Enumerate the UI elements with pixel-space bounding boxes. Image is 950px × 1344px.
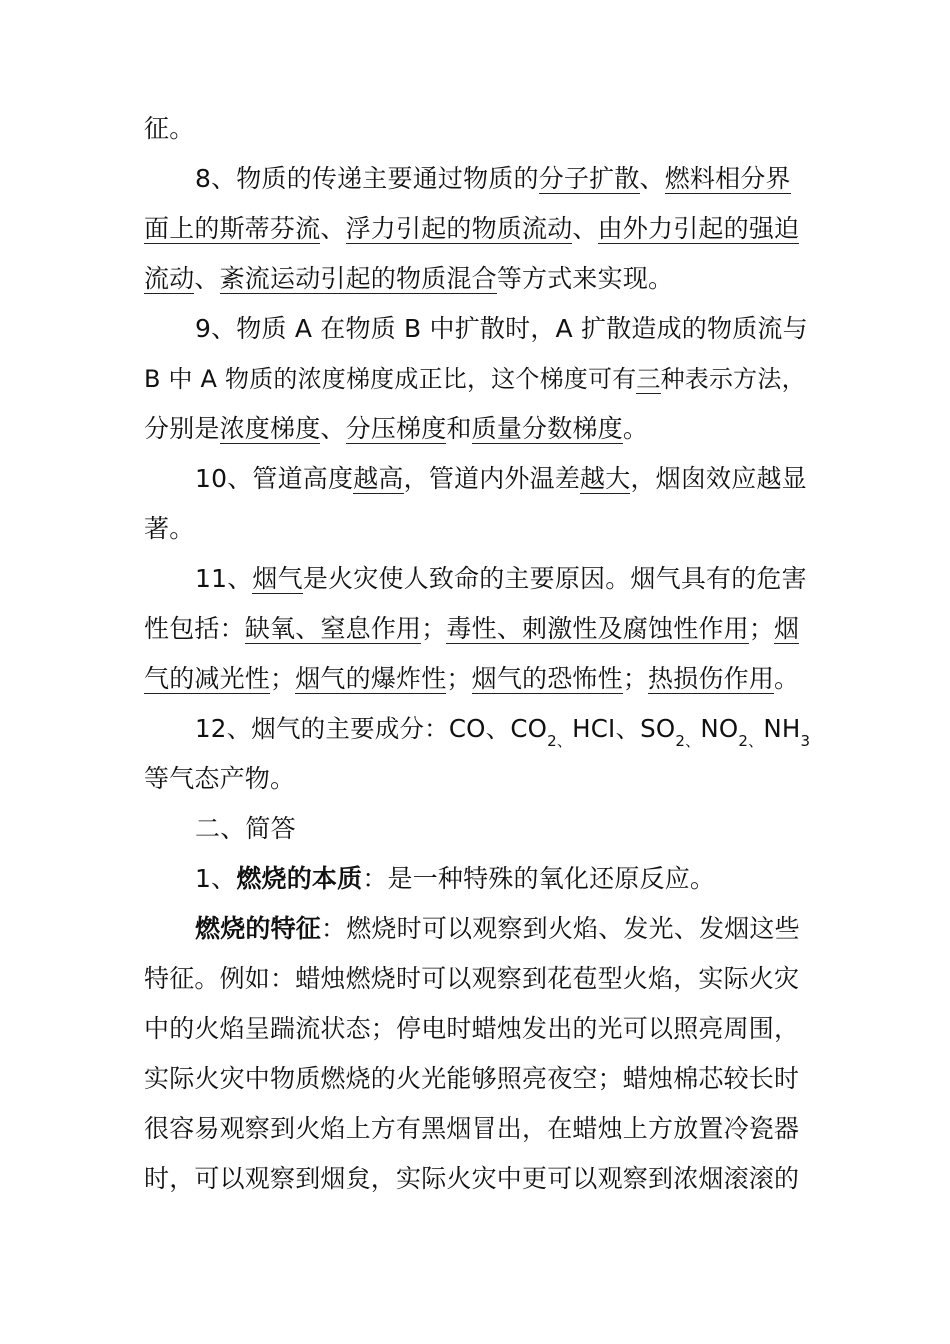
- text: 分别是: [144, 414, 220, 443]
- subscript: 2、: [738, 732, 764, 750]
- blank-answer: 由外力引起的强迫: [597, 214, 800, 243]
- text: ；: [622, 664, 649, 693]
- question-10-line-2: [144, 504, 814, 554]
- text: 二、简答: [195, 814, 296, 843]
- text: ；: [446, 664, 472, 693]
- text: 。: [622, 414, 649, 443]
- answer-2-line-3: [144, 1004, 814, 1054]
- blank-answer: 烟气的恐怖性: [471, 664, 623, 693]
- text: 9、物质 A 在物质 B 中扩散时，A 扩散造成的物质流与: [195, 314, 808, 343]
- text: 很容易观察到火焰上方有黑烟冒出，在蜡烛上方放置冷瓷器: [144, 1114, 800, 1143]
- blank-answer: 浓度梯度: [219, 414, 321, 443]
- text: ，管道内外温差: [403, 464, 581, 493]
- text: 11、: [195, 564, 253, 593]
- blank-answer: 毒性、刺激性及腐蚀性作用: [446, 614, 749, 643]
- blank-answer: 浮力引起的物质流动: [345, 214, 573, 243]
- text-line: [144, 104, 814, 154]
- text: 和: [446, 414, 472, 443]
- text: 8、物质的传递主要通过物质的: [195, 164, 539, 193]
- blank-answer: 燃料相分界: [664, 164, 791, 193]
- question-11-line-3: [144, 654, 814, 704]
- blank-answer: 紊流运动引起的物质混合: [219, 264, 497, 293]
- blank-answer: 质量分数梯度: [471, 414, 623, 443]
- blank-answer: 缺氧、窒息作用: [244, 614, 422, 643]
- blank-answer: 烟气: [252, 564, 303, 593]
- text: 10、管道高度: [195, 464, 354, 493]
- text: ，烟囱效应越显: [630, 464, 807, 493]
- question-8-line-3: [144, 254, 814, 304]
- blank-answer: 气的减光性: [144, 664, 271, 693]
- answer-2-line-5: [144, 1104, 814, 1154]
- text: 、: [639, 164, 665, 193]
- question-12-line-2: [144, 754, 814, 804]
- question-11-line-1: [195, 554, 815, 604]
- answer-2-line-6: [144, 1154, 814, 1204]
- text: ；: [270, 664, 296, 693]
- question-8-line-1: [195, 154, 815, 204]
- subscript: 2、: [675, 732, 701, 750]
- text: ：燃烧时可以观察到火焰、发光、发烟这些: [321, 914, 800, 943]
- blank-answer: 烟气的爆炸性: [295, 664, 447, 693]
- text: 中的火焰呈踹流状态；停电时蜡烛发出的光可以照亮周围，: [144, 1014, 800, 1043]
- blank-answer: 分子扩散: [538, 164, 640, 193]
- text: 、: [572, 214, 598, 243]
- question-8-line-2: [144, 204, 814, 254]
- text: 等方式来实现。: [496, 264, 674, 293]
- question-12-line-1: [195, 704, 815, 754]
- text: 、: [320, 214, 346, 243]
- blank-answer: 越大: [580, 464, 631, 493]
- subscript: 2、: [547, 732, 573, 750]
- bold-term: 燃烧的本质: [236, 864, 363, 893]
- blank-answer: 越高: [353, 464, 404, 493]
- answer-1-line: [195, 854, 815, 904]
- text: 著。: [144, 514, 195, 543]
- blank-answer: 热损伤作用: [648, 664, 775, 693]
- text: 时，可以观察到烟炱，实际火灾中更可以观察到浓烟滚滚的: [144, 1164, 800, 1193]
- blank-answer: 流动: [144, 264, 195, 293]
- text: HCI、SO: [572, 714, 676, 743]
- text: 实际火灾中物质燃烧的火光能够照亮夜空；蜡烛棉芯较长时: [144, 1064, 800, 1093]
- question-9-line-1: [195, 304, 815, 354]
- text: ；: [748, 614, 775, 643]
- bold-term: 燃烧的特征: [195, 914, 322, 943]
- question-9-line-2: [144, 354, 814, 404]
- text: B 中 A 物质的浓度梯度成正比，这个梯度可有: [144, 365, 637, 393]
- text: 是火灾使人致命的主要原因。烟气具有的危害: [302, 564, 807, 593]
- text: ；: [421, 614, 447, 643]
- blank-answer: 分压梯度: [345, 414, 447, 443]
- question-9-line-3: [144, 404, 814, 454]
- question-10-line-1: [195, 454, 815, 504]
- question-11-line-2: [144, 604, 814, 654]
- answer-2-line-2: [144, 954, 814, 1004]
- text: ：是一种特殊的氧化还原反应。: [362, 864, 716, 893]
- text: 1、: [195, 864, 237, 893]
- subscript: 3: [800, 732, 811, 750]
- text: 12、烟气的主要成分：CO、CO: [195, 714, 548, 743]
- text: 、: [194, 264, 220, 293]
- text: 特征。例如：蜡烛燃烧时可以观察到花苞型火焰，实际火灾: [144, 964, 800, 993]
- text: 。: [774, 664, 800, 693]
- text: 性包括：: [144, 614, 245, 643]
- text: 、: [320, 414, 346, 443]
- blank-answer: 面上的斯蒂芬流: [144, 214, 321, 243]
- text: NO: [700, 714, 739, 743]
- answer-2-line-4: [144, 1054, 814, 1104]
- blank-answer: 烟: [774, 614, 800, 643]
- text: 种表示方法，: [660, 365, 806, 393]
- text: 等气态产物。: [144, 764, 296, 793]
- blank-answer: 三: [636, 365, 661, 393]
- section-heading: [195, 804, 815, 854]
- text: NH: [763, 714, 801, 743]
- answer-2-line-1: [195, 904, 815, 954]
- text: 征。: [144, 114, 195, 143]
